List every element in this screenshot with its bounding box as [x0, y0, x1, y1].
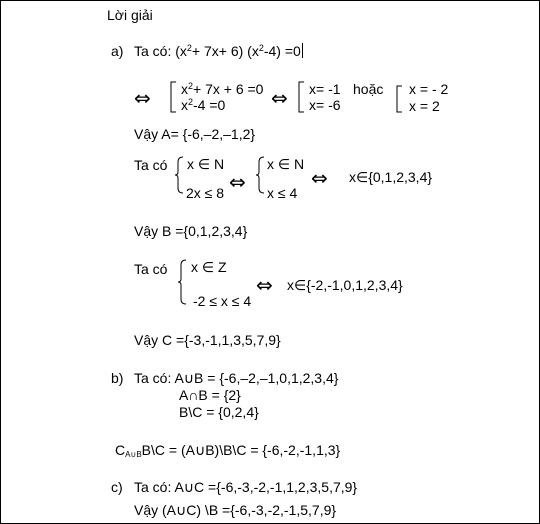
part-c-label: c) [111, 479, 123, 495]
result-b: Vậy B ={0,1,2,3,4} [134, 223, 248, 239]
tacol-b: Ta có [134, 157, 168, 173]
bracket-3 [395, 85, 403, 113]
bracket-2 [297, 81, 305, 113]
result-a: Vậy A= {-6,–2,–1,2} [134, 126, 256, 142]
brace-b1 [174, 156, 184, 194]
b-result-inline: x∈{0,1,2,3,4} [349, 169, 433, 185]
part-a-label: a) [111, 43, 124, 59]
sys1-line2: $x^2-4 =0$ [181, 97, 226, 113]
complement-line: CA∪BB\C = (A∪B)\B\C = {-6,-2,-1,1,3} [115, 442, 341, 459]
b-sys1-line2: 2x ≤ 8 [186, 185, 225, 201]
c-sys-line1: x ∈ Z [191, 259, 227, 275]
equivalence-arrow-2: ⇔ [271, 86, 288, 110]
page-heading: Lời giải [107, 7, 153, 23]
part-b-line3: B\C = {0,2,4} [179, 404, 259, 420]
b-sys2-line2: x ≤ 4 [267, 185, 298, 201]
part-b-line1: Ta có: A∪B = {-6,–2,–1,0,1,2,3,4} [134, 370, 339, 386]
sys3-line1: x = - 2 [409, 81, 449, 97]
sys2-line1: x= -1 [309, 81, 341, 97]
brace-b2 [255, 156, 265, 194]
part-c-line2: Vậy (A∪C) \B ={-6,-3,-2,-1,5,7,9} [134, 502, 337, 518]
b-sys1-line1: x ∈ N [187, 156, 225, 172]
result-c: Vậy C ={-3,-1,1,3,5,7,9} [134, 332, 281, 348]
brace-c [177, 259, 187, 305]
part-b-line2: A∩B = {2} [179, 387, 241, 403]
equivalence-arrow-1: ⇔ [134, 86, 151, 110]
bracket-1 [169, 81, 177, 113]
sys1-line1: $x^2+ 7x + 6 =0$ [181, 81, 264, 97]
part-c-line1: Ta có: A∪C ={-6,-3,-2,-1,1,2,3,5,7,9} [134, 479, 358, 495]
equivalence-arrow-5: ⇔ [256, 273, 273, 297]
tacol-c: Ta có [134, 261, 168, 277]
sys3-line2: x = 2 [409, 98, 440, 114]
or-word: hoặc [353, 81, 384, 97]
text-cursor [302, 43, 303, 58]
b-sys2-line1: x ∈ N [267, 156, 305, 172]
part-b-label: b) [111, 370, 124, 386]
equivalence-arrow-3: ⇔ [229, 170, 246, 194]
sys2-line2: x= -6 [309, 97, 341, 113]
c-result-inline: x∈{-2,-1,0,1,2,3,4} [287, 277, 403, 293]
part-a-equation: Ta có: $(x^2+ 7x+ 6)$ $(x^2-4) =0$ [134, 43, 301, 59]
c-sys-line2: -2 ≤ x ≤ 4 [193, 293, 252, 309]
equivalence-arrow-4: ⇔ [311, 166, 328, 190]
